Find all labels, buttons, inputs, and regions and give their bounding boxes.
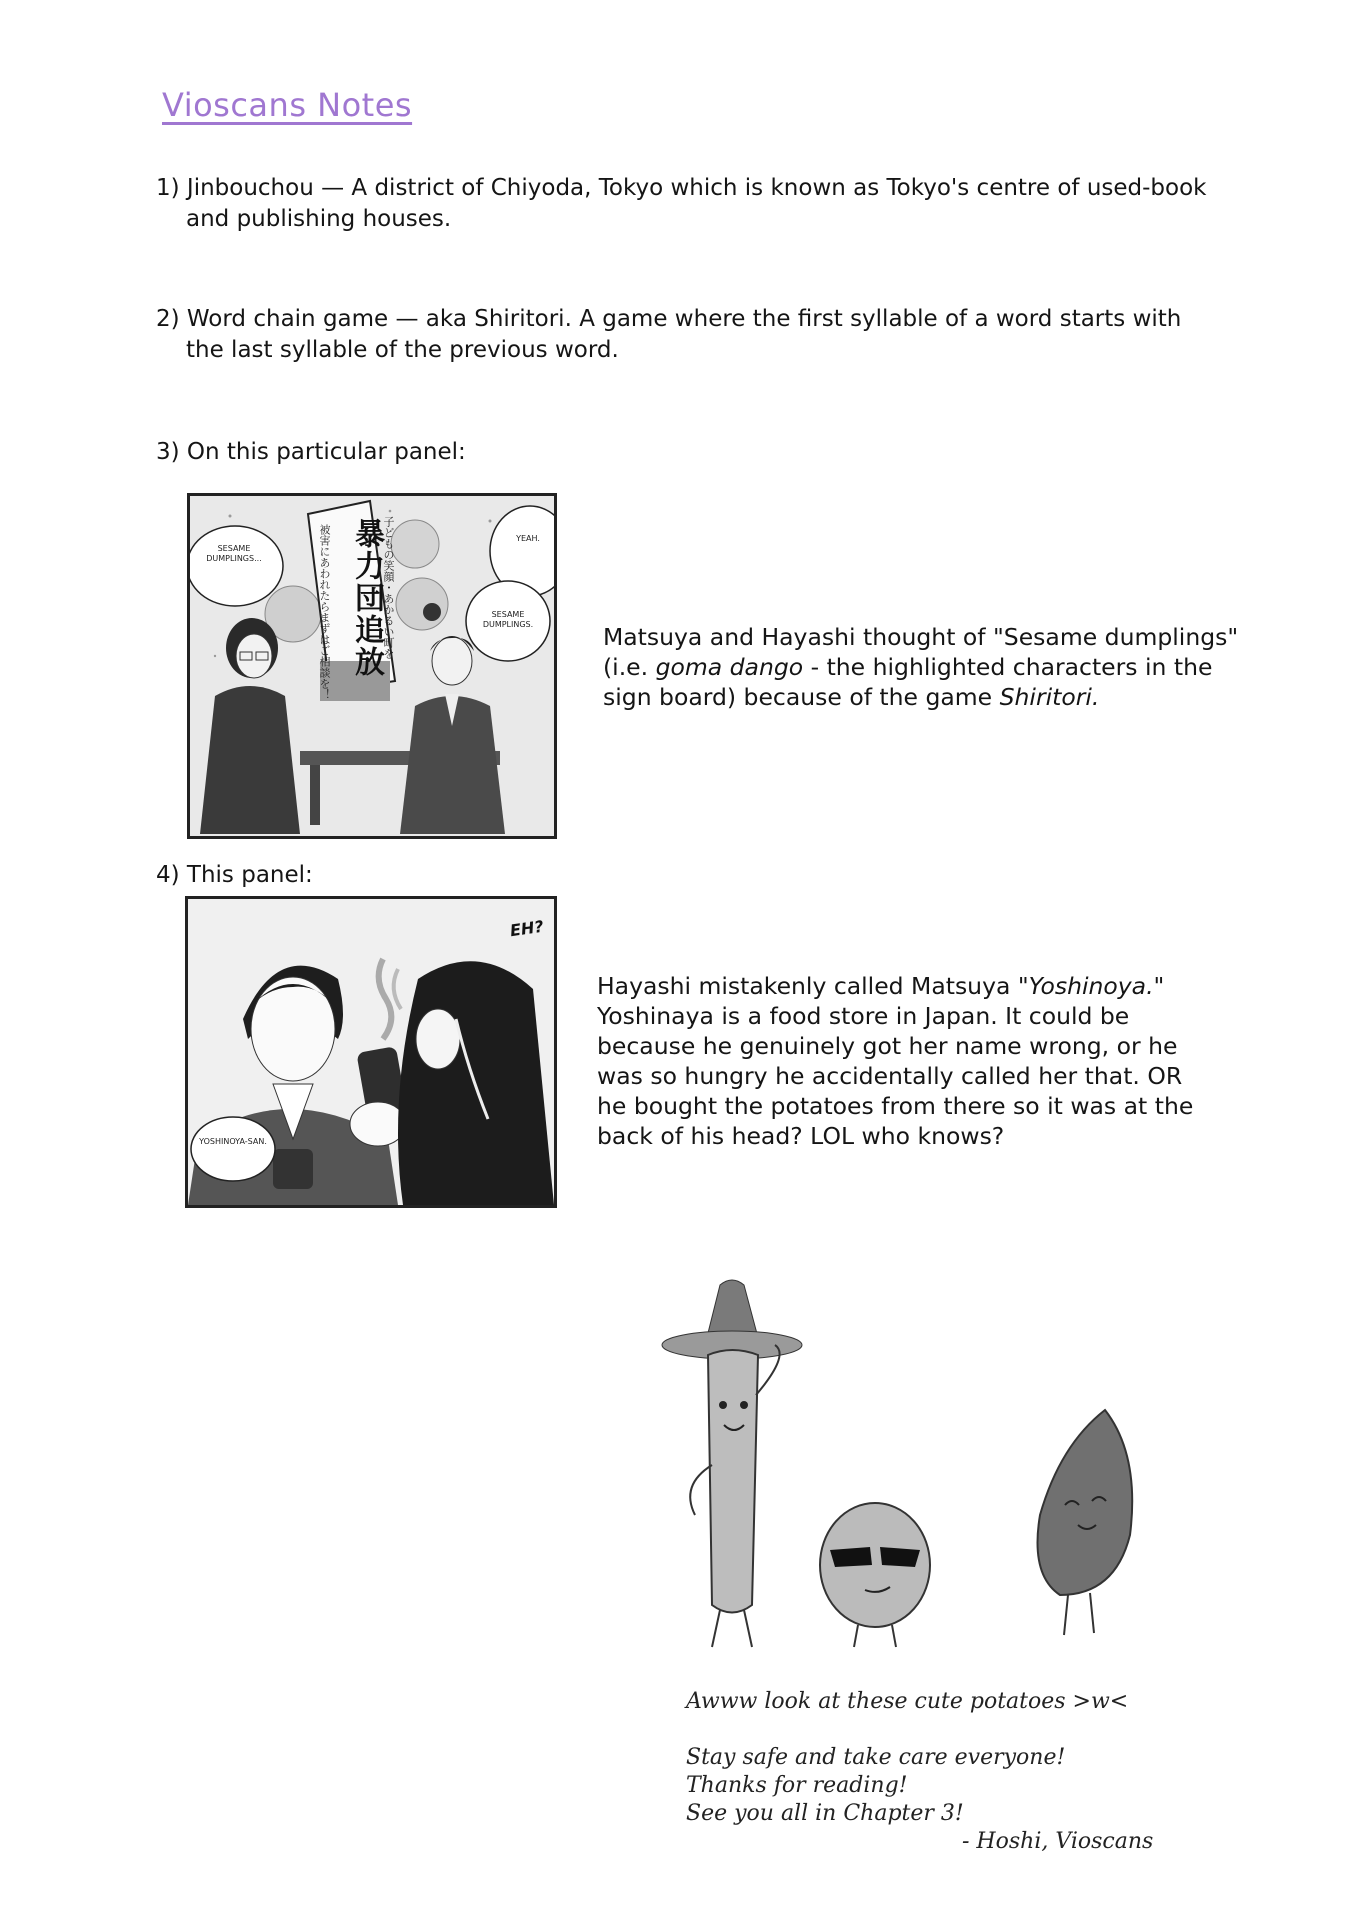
panel-3-desc-line-1: Matsuya and Hayashi thought of "Sesame dumplings"	[603, 623, 1239, 651]
sign-sub-text-2: 被害にあわれたらまずはご相談を！	[318, 524, 331, 700]
panel-4-desc-line-3: because he genuinely got her name wrong, or he	[597, 1032, 1178, 1060]
note-1-line-2: and publishing houses.	[186, 206, 452, 232]
bubble-sesame-dumplings-1: SESAME DUMPLINGS...	[206, 544, 262, 563]
note-1-line-1: 1) Jinbouchou — A district of Chiyoda, Tokyo which is known as Tokyo's centre of used-book	[156, 175, 1207, 201]
panel-4-description	[597, 971, 1317, 1151]
note-3-heading: 3) On this particular panel:	[156, 439, 466, 465]
bubble-yoshinoya-san: YOSHINOYA-SAN.	[199, 1137, 267, 1146]
panel-3-description	[603, 622, 1323, 712]
panel-4-desc-line-4: was so hungry he accidentally called her that. OR	[597, 1062, 1183, 1090]
note-2-line-1: 2) Word chain game — aka Shiritori. A game where the first syllable of a word starts with	[156, 306, 1182, 332]
sign-sub-text-1: 子どもの笑顔・あかるい町を	[382, 516, 395, 659]
closing-message	[686, 1688, 1246, 1856]
panel-3-desc-line-2: (i.e. goma dango - the highlighted characters in the	[603, 653, 1213, 681]
sweet-potato	[1038, 1410, 1133, 1635]
panel-4-desc-line-2: Yoshinaya is a food store in Japan. It could be	[597, 1002, 1130, 1030]
signature: - Hoshi, Vioscans	[962, 1829, 1154, 1854]
term-yoshinoya: Yoshinoya.	[1028, 972, 1154, 1000]
sign-main-text: 暴力団追放	[349, 518, 384, 678]
potato-characters-illustration	[660, 1275, 1140, 1670]
manga-panel-4	[185, 896, 557, 1208]
closing-line-4: See you all in Chapter 3!	[686, 1801, 964, 1826]
panel-4-desc-line-6: back of his head? LOL who knows?	[597, 1122, 1005, 1150]
term-goma-dango: goma dango	[655, 653, 804, 681]
panel-3-desc-line-3: sign board) because of the game Shiritori.	[603, 683, 1100, 711]
panel-4-desc-line-5: he bought the potatoes from there so it was at the	[597, 1092, 1194, 1120]
note-2-line-2: the last syllable of the previous word.	[186, 337, 619, 363]
bubble-sesame-dumplings-2: SESAME DUMPLINGS.	[482, 610, 534, 629]
potato-characters-art	[660, 1275, 1140, 1670]
manga-panel-3	[187, 493, 557, 839]
note-1	[156, 173, 1256, 235]
term-shiritori: Shiritori.	[999, 683, 1100, 711]
manga-panel-4-art	[188, 899, 554, 1205]
note-2	[156, 304, 1256, 366]
closing-line-1: Awww look at these cute potatoes >w<	[686, 1689, 1129, 1714]
page-title: Vioscans Notes	[162, 86, 413, 124]
sfx-eh: EH?	[508, 916, 545, 941]
panel-4-desc-line-1: Hayashi mistakenly called Matsuya "Yoshinoya."	[597, 972, 1165, 1000]
note-4-heading: 4) This panel:	[156, 862, 313, 888]
closing-line-2: Stay safe and take care everyone!	[686, 1745, 1066, 1770]
sombrero-potato	[662, 1280, 802, 1647]
sunglasses-potato	[820, 1503, 930, 1647]
closing-line-3: Thanks for reading!	[686, 1773, 908, 1798]
bubble-yeah: YEAH.	[516, 534, 540, 543]
